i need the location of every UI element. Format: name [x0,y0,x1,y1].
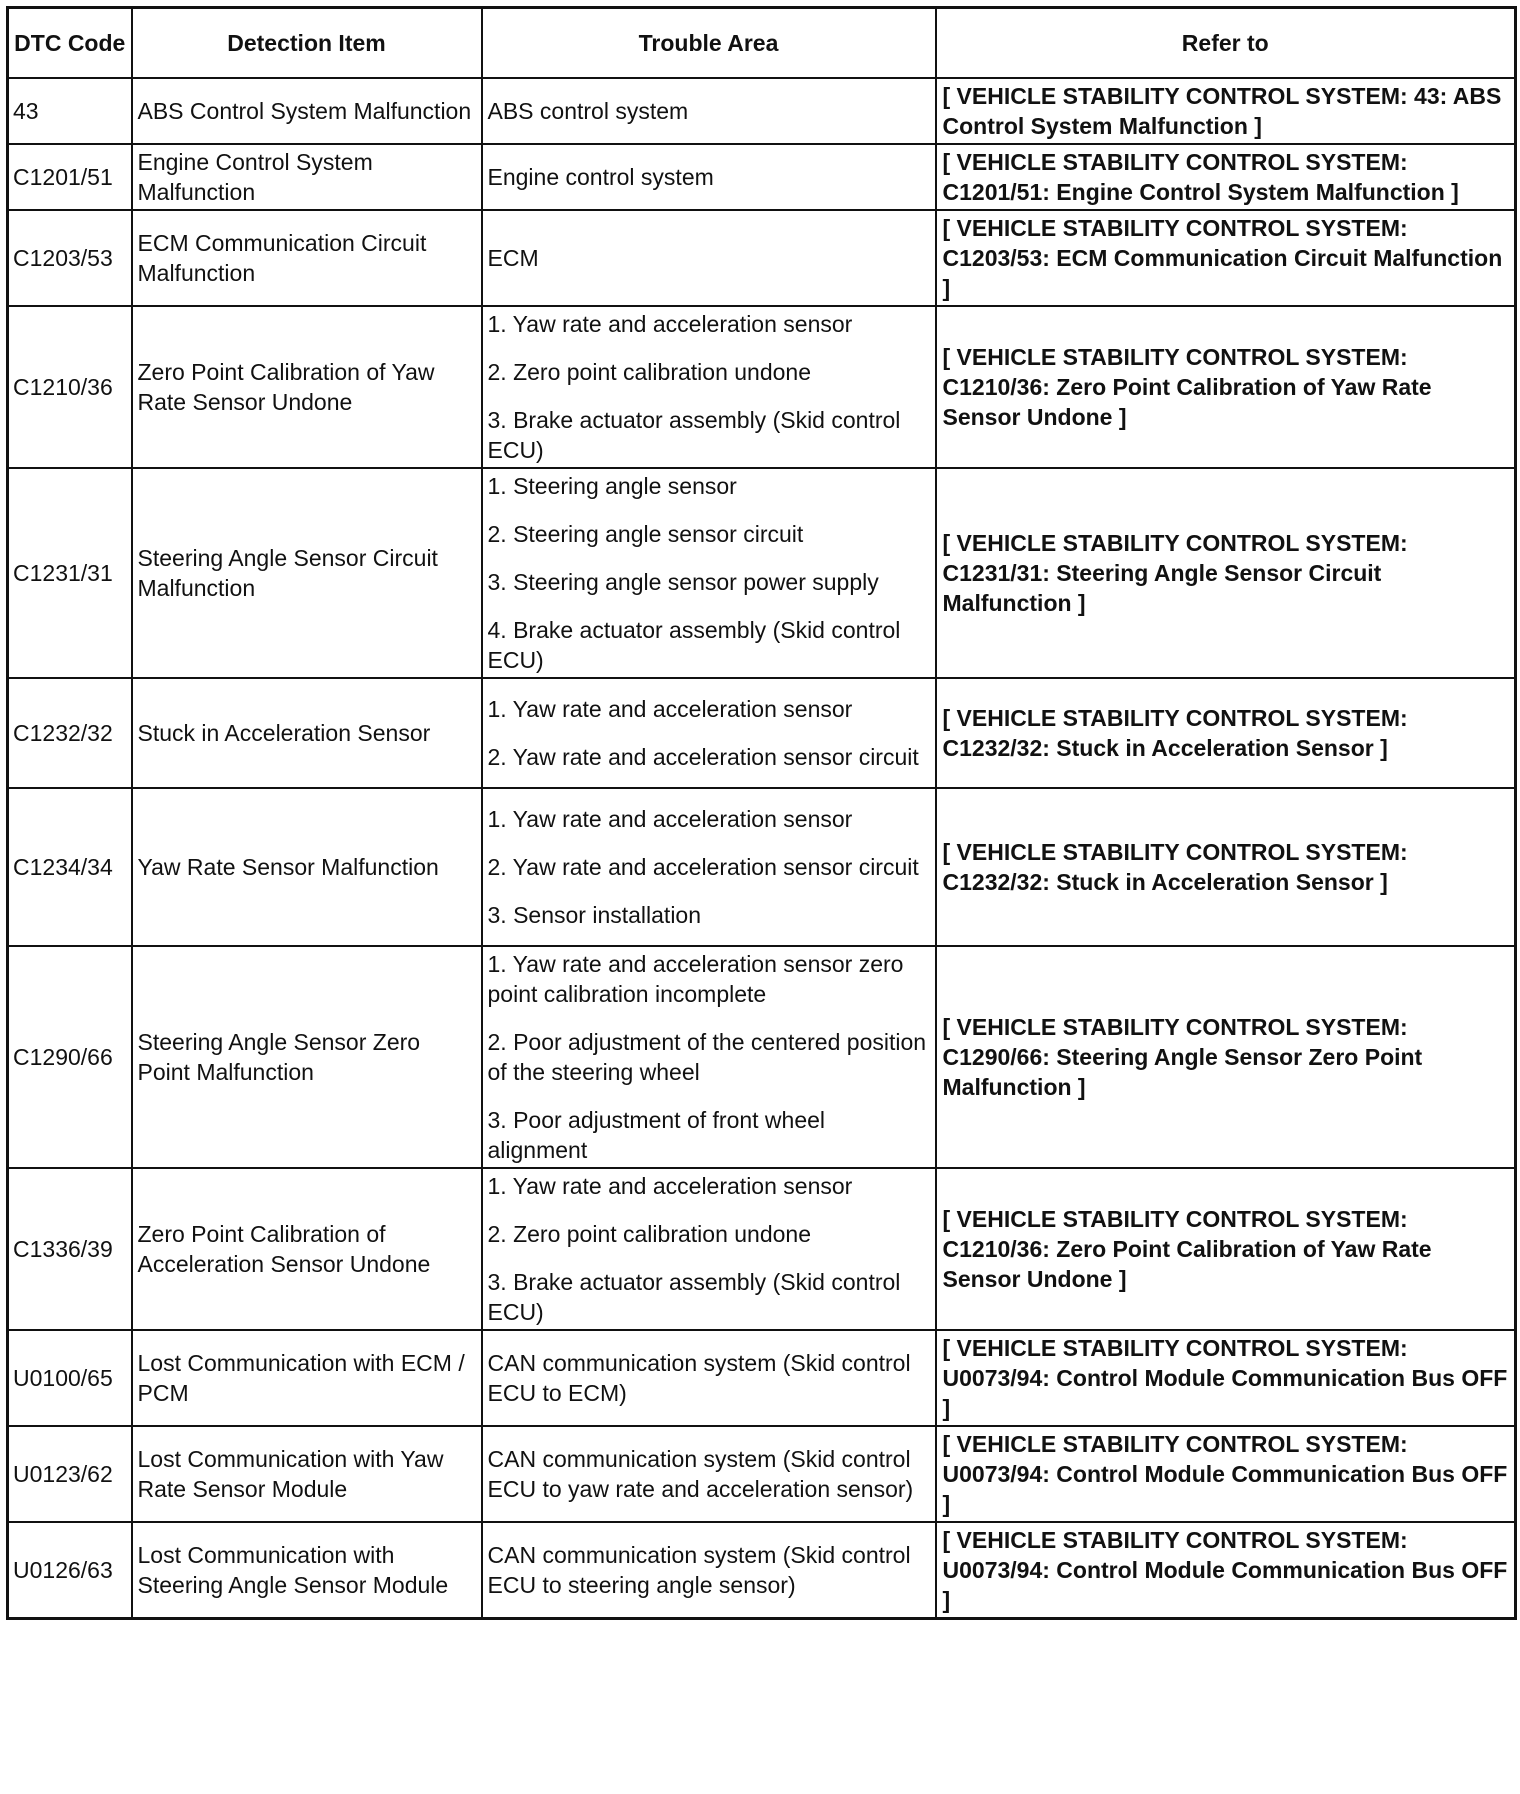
header-trouble-area: Trouble Area [482,8,936,79]
detection-item-cell: Lost Communication with Yaw Rate Sensor Module [132,1426,482,1522]
dtc-code-cell: C1290/66 [8,946,132,1168]
trouble-area-item: 4. Brake actuator assembly (Skid control ECU) [487,617,901,673]
detection-item-cell: Zero Point Calibration of Yaw Rate Sensor Undone [132,306,482,468]
trouble-area-cell [482,210,936,306]
dtc-code-cell: C1210/36 [8,306,132,468]
detection-item-cell: Zero Point Calibration of Acceleration Sensor Undone [132,1168,482,1330]
trouble-area-item: 2. Steering angle sensor circuit [487,521,804,547]
trouble-area-item: 1. Yaw rate and acceleration sensor [487,1173,853,1199]
dtc-code-cell: 43 [8,78,132,144]
table-body [8,78,1516,1619]
table-row [8,1330,1516,1426]
trouble-area-item: CAN communication system (Skid control ECU to steering angle sensor) [487,1542,911,1598]
dtc-code-cell: U0100/65 [8,1330,132,1426]
table-row [8,306,1516,468]
trouble-area-item: 1. Yaw rate and acceleration sensor [487,311,853,337]
trouble-area-item: 2. Zero point calibration undone [487,359,811,385]
trouble-area-item: 2. Poor adjustment of the centered position of the steering wheel [487,1029,927,1085]
table-row [8,1426,1516,1522]
dtc-code-cell: C1232/32 [8,678,132,788]
trouble-area-item: 2. Yaw rate and acceleration sensor circuit [487,854,919,880]
trouble-area-cell [482,678,936,788]
trouble-area-item: 3. Poor adjustment of front wheel alignment [487,1107,826,1163]
refer-to-cell: [ VEHICLE STABILITY CONTROL SYSTEM: C1231/31: Steering Angle Sensor Circuit Malfunction ] [936,468,1516,678]
refer-to-cell: [ VEHICLE STABILITY CONTROL SYSTEM: C1210/36: Zero Point Calibration of Yaw Rate Sensor Undone ] [936,1168,1516,1330]
trouble-area-cell [482,946,936,1168]
trouble-area-cell [482,1522,936,1619]
dtc-code-cell: U0126/63 [8,1522,132,1619]
header-dtc-code: DTC Code [8,8,132,79]
dtc-code-cell: U0123/62 [8,1426,132,1522]
trouble-area-item: 3. Brake actuator assembly (Skid control ECU) [487,407,901,463]
trouble-area-item: ECM [487,245,539,271]
table-row [8,946,1516,1168]
header-refer-to: Refer to [936,8,1516,79]
table-row [8,1522,1516,1619]
detection-item-cell: Lost Communication with Steering Angle Sensor Module [132,1522,482,1619]
refer-to-cell: [ VEHICLE STABILITY CONTROL SYSTEM: C1203/53: ECM Communication Circuit Malfunction ] [936,210,1516,306]
header-detection-item: Detection Item [132,8,482,79]
trouble-area-item: ABS control system [487,98,689,124]
dtc-code-cell: C1336/39 [8,1168,132,1330]
table-row [8,144,1516,210]
detection-item-cell: Yaw Rate Sensor Malfunction [132,788,482,946]
refer-to-cell: [ VEHICLE STABILITY CONTROL SYSTEM: C1210/36: Zero Point Calibration of Yaw Rate Sensor Undone ] [936,306,1516,468]
detection-item-cell: Lost Communication with ECM / PCM [132,1330,482,1426]
trouble-area-item: 2. Zero point calibration undone [487,1221,811,1247]
trouble-area-item: 3. Brake actuator assembly (Skid control ECU) [487,1269,901,1325]
table-row [8,468,1516,678]
dtc-code-cell: C1231/31 [8,468,132,678]
trouble-area-cell [482,306,936,468]
trouble-area-cell [482,1168,936,1330]
trouble-area-cell [482,788,936,946]
refer-to-cell: [ VEHICLE STABILITY CONTROL SYSTEM: C1232/32: Stuck in Acceleration Sensor ] [936,788,1516,946]
detection-item-cell: Steering Angle Sensor Circuit Malfunction [132,468,482,678]
table-row [8,678,1516,788]
trouble-area-item: 1. Yaw rate and acceleration sensor [487,696,853,722]
trouble-area-cell [482,144,936,210]
table-row [8,78,1516,144]
dtc-code-cell: C1234/34 [8,788,132,946]
refer-to-cell: [ VEHICLE STABILITY CONTROL SYSTEM: C1232/32: Stuck in Acceleration Sensor ] [936,678,1516,788]
detection-item-cell: ABS Control System Malfunction [132,78,482,144]
table-row [8,1168,1516,1330]
trouble-area-cell [482,1426,936,1522]
refer-to-cell: [ VEHICLE STABILITY CONTROL SYSTEM: U0073/94: Control Module Communication Bus OFF ] [936,1330,1516,1426]
detection-item-cell: Engine Control System Malfunction [132,144,482,210]
refer-to-cell: [ VEHICLE STABILITY CONTROL SYSTEM: C1290/66: Steering Angle Sensor Zero Point Malfunction ] [936,946,1516,1168]
trouble-area-item: 1. Steering angle sensor [487,473,737,499]
dtc-code-cell: C1203/53 [8,210,132,306]
detection-item-cell: ECM Communication Circuit Malfunction [132,210,482,306]
trouble-area-item: 1. Yaw rate and acceleration sensor [487,806,853,832]
trouble-area-item: 3. Steering angle sensor power supply [487,569,879,595]
trouble-area-item: 3. Sensor installation [487,902,702,928]
refer-to-cell: [ VEHICLE STABILITY CONTROL SYSTEM: U0073/94: Control Module Communication Bus OFF ] [936,1426,1516,1522]
trouble-area-item: Engine control system [487,164,714,190]
refer-to-cell: [ VEHICLE STABILITY CONTROL SYSTEM: U0073/94: Control Module Communication Bus OFF ] [936,1522,1516,1619]
trouble-area-item: CAN communication system (Skid control ECU to ECM) [487,1350,911,1406]
dtc-table [6,6,1517,1620]
dtc-code-cell: C1201/51 [8,144,132,210]
trouble-area-cell [482,468,936,678]
trouble-area-cell [482,1330,936,1426]
table-header-row [8,8,1516,79]
refer-to-cell: [ VEHICLE STABILITY CONTROL SYSTEM: 43: ABS Control System Malfunction ] [936,78,1516,144]
table-row [8,788,1516,946]
trouble-area-item: 2. Yaw rate and acceleration sensor circuit [487,744,919,770]
refer-to-cell: [ VEHICLE STABILITY CONTROL SYSTEM: C1201/51: Engine Control System Malfunction ] [936,144,1516,210]
detection-item-cell: Steering Angle Sensor Zero Point Malfunction [132,946,482,1168]
detection-item-cell: Stuck in Acceleration Sensor [132,678,482,788]
trouble-area-item: CAN communication system (Skid control ECU to yaw rate and acceleration sensor) [487,1446,914,1502]
trouble-area-cell [482,78,936,144]
trouble-area-item: 1. Yaw rate and acceleration sensor zero point calibration incomplete [487,951,904,1007]
dtc-table-container [6,6,1514,1620]
table-row [8,210,1516,306]
